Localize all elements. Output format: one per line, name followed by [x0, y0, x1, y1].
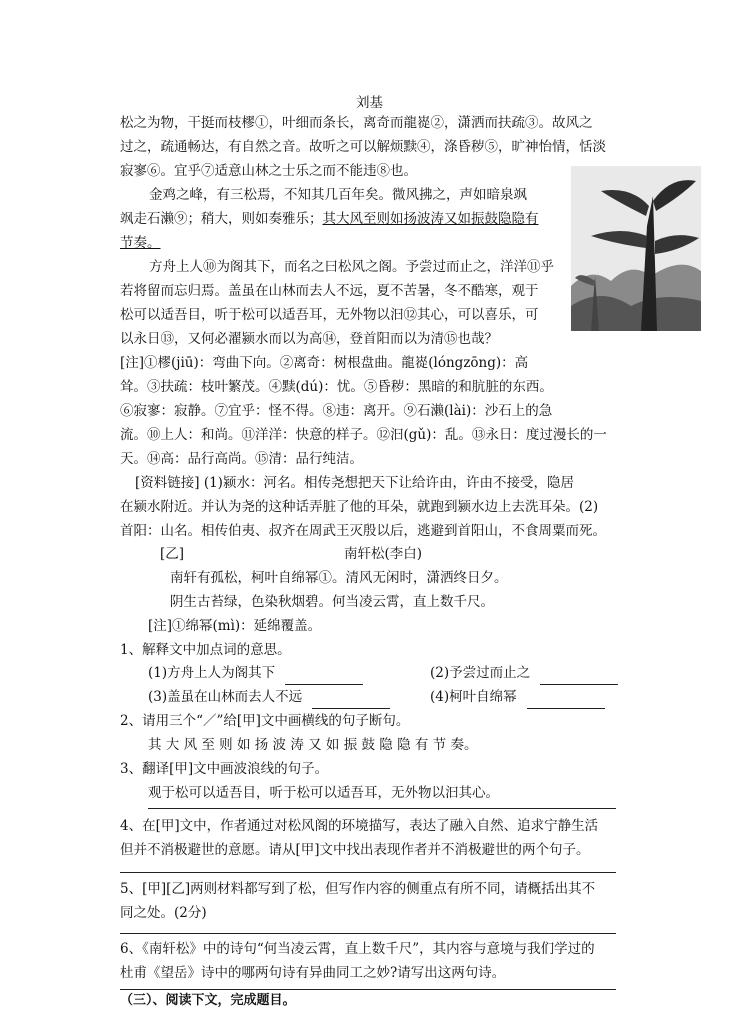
passage-b-label: [乙] [160, 546, 185, 562]
q1-item: (2)予尝过而止之 [430, 662, 618, 685]
link-line: 在颍水附近。并认为尧的这种话弄脏了他的耳朵，就跑到颍水边上去洗耳朵。(2) [120, 499, 599, 515]
note-line: ⑥寂寥：寂静。⑦宜乎：怪不得。⑧违：离开。⑨石濑(lài)：沙石上的急 [120, 403, 553, 419]
passage-a-line: 飒走石濑⑨；稍大，则如奏雅乐；其大风至则如扬波涛又如振鼓隐隐有 [120, 211, 539, 227]
answer-line[interactable] [120, 933, 616, 934]
link-line: [资料链接] (1)颍水：河名。相传尧想把天下让给许由，许由不接受，隐居 [135, 475, 574, 491]
passage-a-line: 松之为物，干挺而枝樛①，叶细而条长，离奇而龍嵸②，潇洒而扶疏③。故风之 [120, 115, 593, 131]
question-2-text: 其 大 风 至 则 如 扬 波 涛 又 如 振 鼓 隐 隐 有 节 奏。 [148, 737, 478, 753]
question-4-line: 但并不消极避世的意愿。请从[甲]文中找出表现作者并不消极避世的两个句子。 [120, 842, 590, 858]
note-line: 流。⑩上人：和尚。⑪洋洋：快意的样子。⑫汩(gǔ)：乱。⑬永日：度过漫长的一 [120, 427, 607, 443]
passage-a-line: 过之，疏通畅达，有自然之音。故听之可以解烦黩④，涤昏秽⑤，旷神怡情，恬淡 [120, 139, 606, 155]
answer-blank[interactable] [540, 684, 618, 685]
answer-line[interactable] [148, 808, 616, 809]
question-6-line: 6、《南轩松》中的诗句“何当凌云霄，直上数千尺”，其内容与意境与我们学过的 [120, 941, 595, 957]
q1-item: (1)方舟上人为阁其下 [148, 662, 363, 685]
link-line: 首阳：山名。相传伯夷、叔齐在周武王灭殷以后，逃避到首阳山，不食周粟而死。 [120, 523, 606, 539]
question-3-text: 观于松可以适吾目，听于松可以适吾耳，无外物以汩其心。 [148, 785, 499, 801]
underlined-sentence: 其大风至则如扬波涛又如振鼓隐隐有 [322, 211, 539, 227]
passage-a-line: 松可以适吾目，听于松可以适吾耳，无外物以汩⑫其心，可以喜乐，可 [120, 307, 539, 323]
note-line: 天。⑭高：品行高尚。⑮清：品行纯洁。 [120, 451, 363, 467]
pine-tree-illustration [571, 166, 701, 331]
passage-a-line: 寂寥⑥。宜乎⑦适意山林之士乐之而不能违⑧也。 [120, 163, 417, 179]
q1-item: (3)盖虽在山林而去人不远 [148, 686, 390, 709]
poem-line: 南轩有孤松，柯叶自绵幂①。清风无闲时，潇洒终日夕。 [170, 570, 508, 586]
passage-a-line: 节奏。 [120, 235, 161, 251]
passage-a-line: 若将留而忘归焉。盖虽在山林而去人不远，夏不苦暑，冬不酷寒，观于 [120, 283, 539, 299]
question-1: 1、解释文中加点词的意思。 [120, 642, 291, 658]
question-3: 3、翻译[甲]文中画波浪线的句子。 [120, 761, 329, 777]
answer-line[interactable] [120, 872, 616, 873]
passage-b-title: 南轩松(李白) [344, 546, 423, 562]
poem-line: 阴生古苔绿，色染秋烟碧。何当凌云霄，直上数千尺。 [170, 594, 494, 610]
passage-a-line: 金鸡之峰，有三松焉，不知其几百年矣。微风拂之，声如暗泉飒 [149, 187, 527, 203]
poem-note: [注]①绵幂(mì)：延绵覆盖。 [148, 618, 322, 634]
note-line: [注]①樛(jiū)：弯曲下向。②离奇：树根盘曲。龍嵸(lóngzōng)：高 [120, 355, 529, 371]
passage-a-line: 以永日⑬，又何必濯颍水而以为高⑭，登首阳而以为清⑮也哉？ [120, 331, 498, 347]
question-5-line: 5、[甲][乙]两则材料都写到了松，但写作内容的侧重点有所不同，请概括出其不 [120, 881, 596, 897]
q1-item: (4)柯叶自绵幂 [430, 686, 605, 709]
passage-a-line: 方舟上人⑩为阁其下，而名之曰松风之阁。予尝过而止之，洋洋⑪乎 [149, 259, 554, 275]
section-3-heading: （三）、阅读下文，完成题目。 [120, 993, 296, 1008]
passage-a-title: 刘基 [356, 95, 383, 111]
question-2: 2、请用三个“／”给[甲]文中画横线的句子断句。 [120, 713, 410, 729]
answer-blank[interactable] [285, 684, 363, 685]
answer-blank[interactable] [527, 708, 605, 709]
question-5-line: 同之处。(2分) [120, 905, 207, 921]
answer-blank[interactable] [312, 708, 390, 709]
note-line: 耸。③扶疏：枝叶繁茂。④黩(dú)：忧。⑤昏秽：黑暗的和肮脏的东西。 [120, 379, 553, 395]
question-4-line: 4、在[甲]文中，作者通过对松风阁的环境描写，表达了融入自然、追求宁静生活 [120, 818, 599, 834]
question-6-line: 杜甫《望岳》诗中的哪两句诗有异曲同工之妙?请写出这两句诗。 [120, 965, 506, 981]
